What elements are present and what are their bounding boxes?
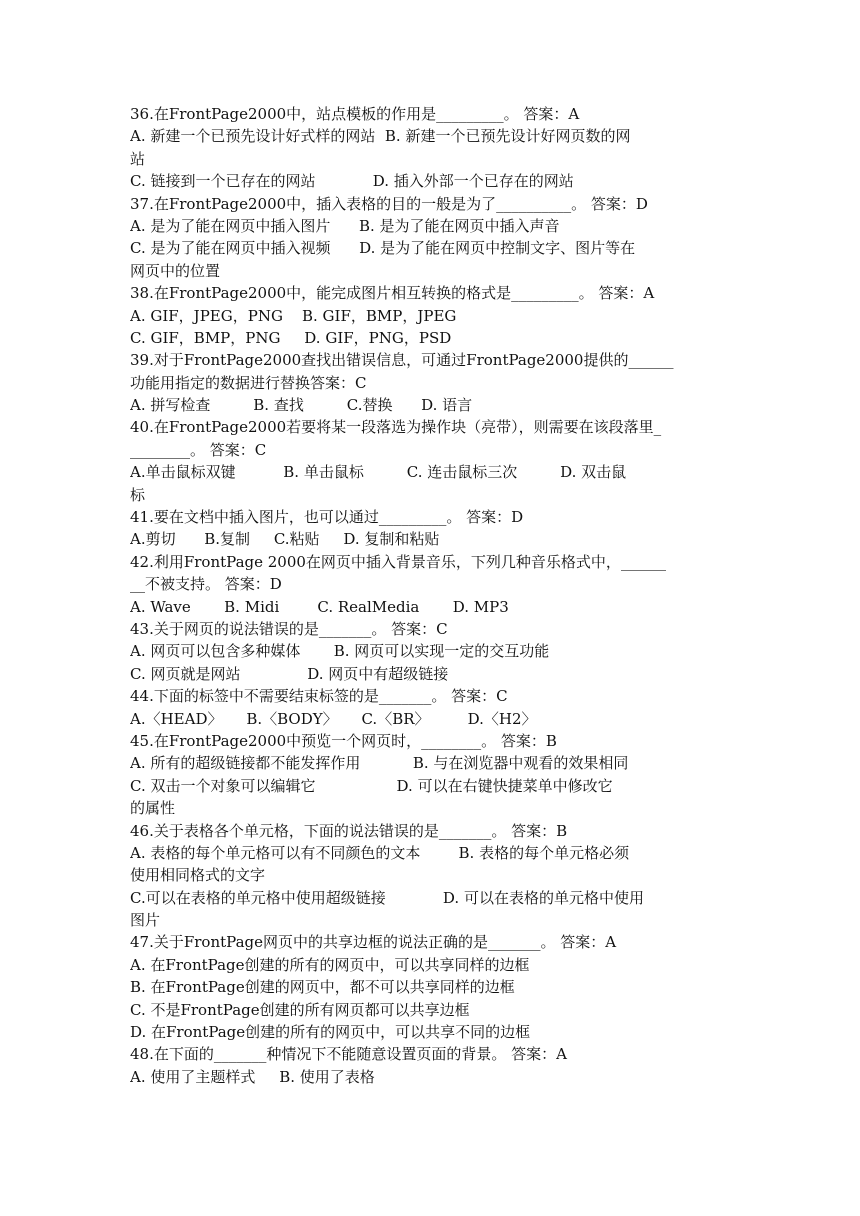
text-line: A. 网页可以包含多种媒体 B. 网页可以实现一定的交互功能 [130,642,550,661]
text-line: C. 链接到一个已存在的网站 D. 插入外部一个已存在的网站 [130,172,574,191]
text-line: 47.关于FrontPage网页中的共享边框的说法正确的是_______。 答案：A [130,933,617,952]
text-line: C. 不是FrontPage创建的所有网页都可以共享边框 [130,1000,470,1019]
text-line: 使用相同格式的文字 [130,866,266,885]
text-line: 37.在FrontPage2000中，插入表格的目的一般是为了__________。 答案：D [130,194,648,213]
text-line: 的属性 [130,799,176,818]
text-line: 43.关于网页的说法错误的是_______。 答案：C [130,619,448,638]
text-line: A. 新建一个已预先设计好式样的网站 B. 新建一个已预先设计好网页数的网 [130,127,631,146]
text-line: A. GIF，JPEG，PNG B. GIF，BMP，JPEG [130,306,457,325]
text-line: 图片 [130,911,161,930]
text-line: 46.关于表格各个单元格，下面的说法错误的是_______。 答案：B [130,821,568,840]
text-line: C. GIF，BMP，PNG D. GIF，PNG，PSD [130,328,452,347]
text-line: A.单击鼠标双键 B. 单击鼠标 C. 连击鼠标三次 D. 双击鼠 [130,463,627,482]
text-line: 站 [130,149,146,168]
text-line: 36.在FrontPage2000中，站点模板的作用是_________。 答案：A [130,105,580,123]
text-line: C. 是为了能在网页中插入视频 D. 是为了能在网页中控制文字、图片等在 [130,239,636,258]
text-line: 48.在下面的_______种情况下不能随意设置页面的背景。 答案：A [130,1045,567,1064]
text-line: B. 在FrontPage创建的网页中，都不可以共享同样的边框 [130,978,515,997]
text-line: 39.对于FrontPage2000查找出错误信息，可通过FrontPage2000提供的______ [130,351,674,370]
text-line: C.可以在表格的单元格中使用超级链接 D. 可以在表格的单元格中使用 [130,888,644,907]
text-line: ________。 答案：C [130,440,267,459]
text-line: A. 使用了主题样式 B. 使用了表格 [130,1067,375,1086]
text-line: A. 在FrontPage创建的所有的网页中，可以共享同样的边框 [130,955,530,974]
text-line: A. 拼写检查 B. 查找 C.替换 D. 语言 [130,396,473,415]
text-line: 45.在FrontPage2000中预览一个网页时，________。 答案：B [130,731,557,750]
text-line: 41.要在文档中插入图片，也可以通过_________。 答案：D [130,508,524,527]
text-line: A. Wave B. Midi C. RealMedia D. MP3 [130,597,509,616]
text-line: __不被支持。 答案：D [130,575,282,594]
text-line: 标 [130,485,146,504]
text-line: C. 双击一个对象可以编辑它 D. 可以在右键快捷菜单中修改它 [130,776,613,795]
text-line: A. 是为了能在网页中插入图片 B. 是为了能在网页中插入声音 [130,216,560,235]
text-line: 44.下面的标签中不需要结束标签的是_______。 答案：C [130,687,508,706]
text-line: A.剪切 B.复制 C.粘贴 D. 复制和粘贴 [130,530,440,549]
text-line: 42.利用FrontPage 2000在网页中插入背景音乐，下列几种音乐格式中，______ [130,552,666,571]
text-line: A. 所有的超级链接都不能发挥作用 B. 与在浏览器中观看的效果相同 [130,754,629,773]
text-line: C. 网页就是网站 D. 网页中有超级链接 [130,664,449,683]
text-line: 网页中的位置 [130,261,221,280]
text-line: 38.在FrontPage2000中，能完成图片相互转换的格式是_________。 答案：A [130,284,655,303]
text-line: 40.在FrontPage2000若要将某一段落选为操作块（亮带），则需要在该段落里_ [130,418,662,437]
text-line: A. 表格的每个单元格可以有不同颜色的文本 B. 表格的每个单元格必须 [130,843,630,862]
document-body [130,103,730,1088]
text-line: D. 在FrontPage创建的所有的网页中，可以共享不同的边框 [130,1023,531,1042]
text-line: 功能用指定的数据进行替换答案：C [130,373,367,392]
text-line: A.〈HEAD〉 B.〈BODY〉 C.〈BR〉 D.〈H2〉 [130,709,537,728]
